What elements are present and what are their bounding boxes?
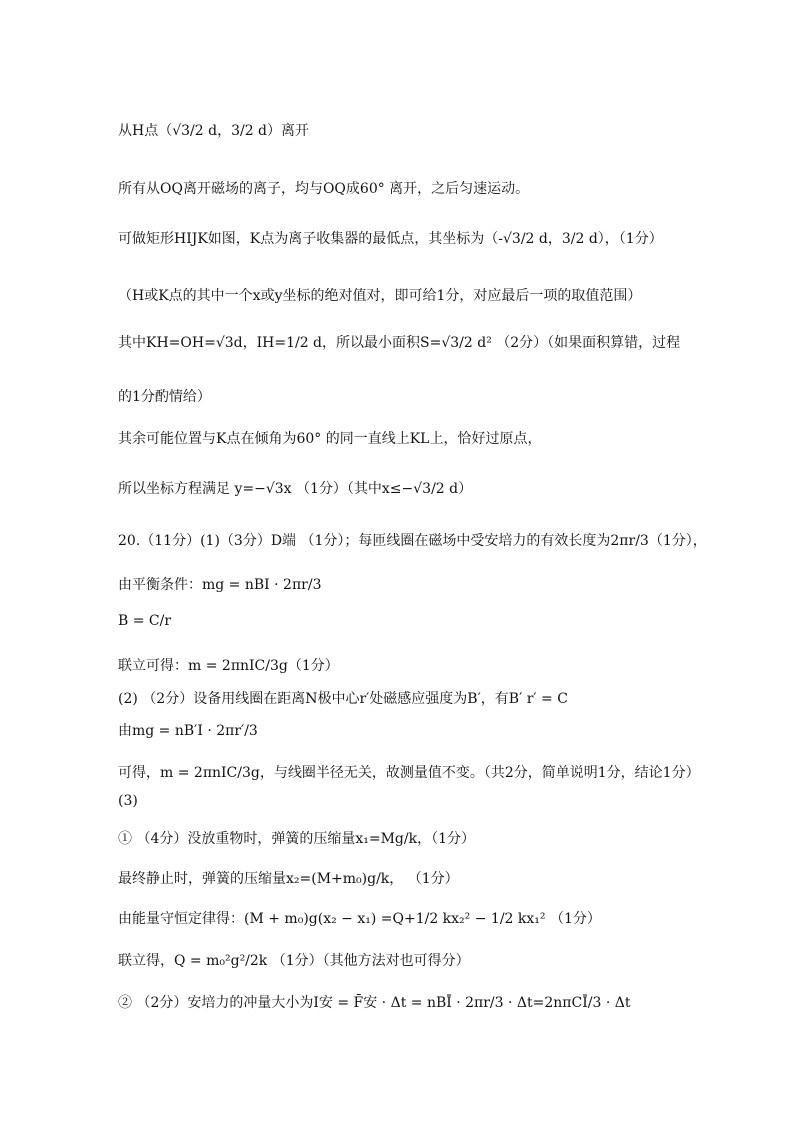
text-line-10: 由平衡条件：mg = nBI · 2πr/3 (118, 577, 322, 593)
text-line-4: （H或K点的其中一个x或y坐标的绝对值对，即可给1分，对应最后一项的取值范围） (118, 288, 642, 304)
text-line-20: 联立得，Q = m₀²g²/2k （1分）（其他方法对也可得分） (118, 953, 470, 969)
text-line-16: (3) (118, 793, 138, 809)
text-line-13: (2) （2分）设备用线圈在距离N极中心r′处磁感应强度为B′，有B′ r′ = C (118, 691, 568, 707)
text-line-2: 所有从OQ离开磁场的离子，均与OQ成60° 离开，之后匀速运动。 (118, 181, 530, 197)
text-line-5: 其中KH=OH=√3d，IH=1/2 d，所以最小面积S=√3/2 d² （2分）（如果面积算错，过程 (118, 335, 681, 351)
text-line-17: ① （4分）没放重物时，弹簧的压缩量x₁=Mg/k，（1分） (118, 831, 475, 847)
text-line-3: 可做矩形HIJK如图，K点为离子收集器的最低点，其坐标为（-√3/2 d，3/2 d），（1分） (118, 231, 663, 247)
text-line-21: ② （2分）安培力的冲量大小为I安 = F̄安 · Δt = nBĪ · 2πr/3 · Δt=2nπCĪ/3 · Δt (118, 995, 631, 1011)
text-line-7: 其余可能位置与K点在倾角为60° 的同一直线上KL上，恰好过原点， (118, 431, 542, 447)
text-line-11: B = C/r (118, 613, 172, 629)
text-line-15: 可得，m = 2πnIC/3g，与线圈半径无关，故测量值不变。（共2分，简单说明1分，结论1分） (118, 765, 700, 781)
text-line-1: 从H点（√3/2 d，3/2 d）离开 (118, 123, 310, 139)
text-line-8: 所以坐标方程满足 y=−√3x （1分）（其中x≤−√3/2 d） (118, 481, 473, 497)
text-line-9: 20.（11分）(1)（3分）D端 （1分）；每匝线圈在磁场中受安培力的有效长度为2πr/3（1分）， (118, 533, 707, 549)
text-line-19: 由能量守恒定律得：(M + m₀)g(x₂ − x₁) =Q+1/2 kx₂² − 1/2 kx₁² （1分） (118, 911, 601, 927)
text-line-6: 的1分酌情给） (118, 389, 211, 405)
text-line-14: 由mg = nB′I · 2πr′/3 (118, 723, 258, 739)
text-line-18: 最终静止时，弹簧的压缩量x₂=(M+m₀)g/k， （1分） (118, 871, 459, 887)
text-line-12: 联立可得：m = 2πnIC/3g（1分） (118, 658, 339, 674)
